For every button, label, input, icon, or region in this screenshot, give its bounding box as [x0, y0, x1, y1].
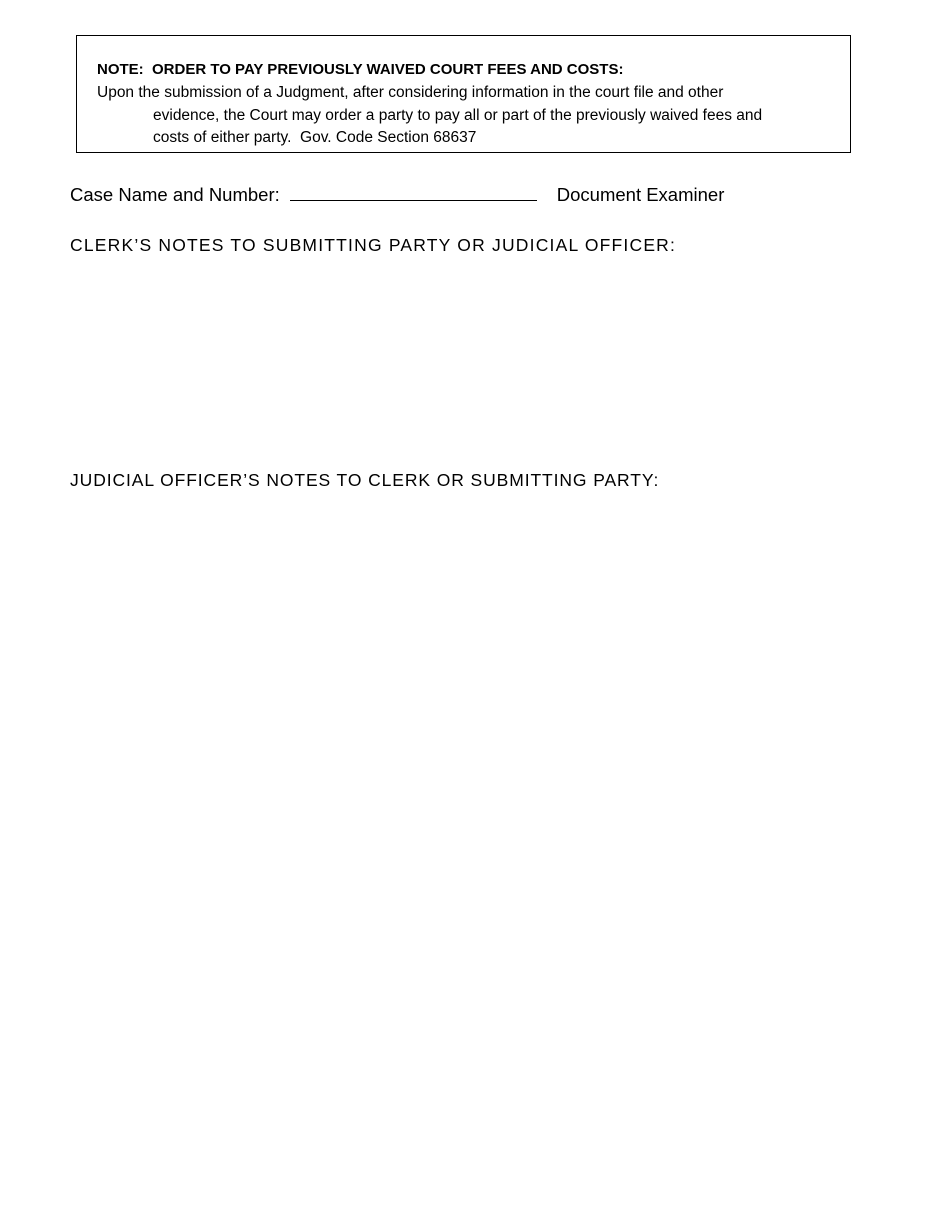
judicial-notes-area[interactable] [70, 498, 850, 1198]
clerk-notes-heading: CLERK’S NOTES TO SUBMITTING PARTY OR JUDICIAL OFFICER: [70, 235, 677, 255]
fee-waiver-note-box [76, 35, 851, 153]
case-name-number-field[interactable] [290, 182, 537, 201]
clerk-notes-area[interactable] [70, 262, 850, 452]
case-name-number-label: Case Name and Number: [70, 184, 280, 205]
note-text [97, 82, 839, 150]
note-line-3: costs of either party. Gov. Code Section 68637 [153, 129, 477, 146]
case-row [70, 182, 724, 208]
note-heading: NOTE: ORDER TO PAY PREVIOUSLY WAIVED COURT FEES AND COSTS: [97, 61, 624, 78]
judicial-notes-heading: JUDICIAL OFFICER’S NOTES TO CLERK OR SUBMITTING PARTY: [70, 470, 660, 490]
document-examiner-label: Document Examiner [556, 184, 725, 205]
note-line-2: evidence, the Court may order a party to pay all or part of the previously waived fees and [153, 106, 763, 124]
note-line-1: Upon the submission of a Judgment, after considering information in the court file and other [97, 84, 724, 101]
